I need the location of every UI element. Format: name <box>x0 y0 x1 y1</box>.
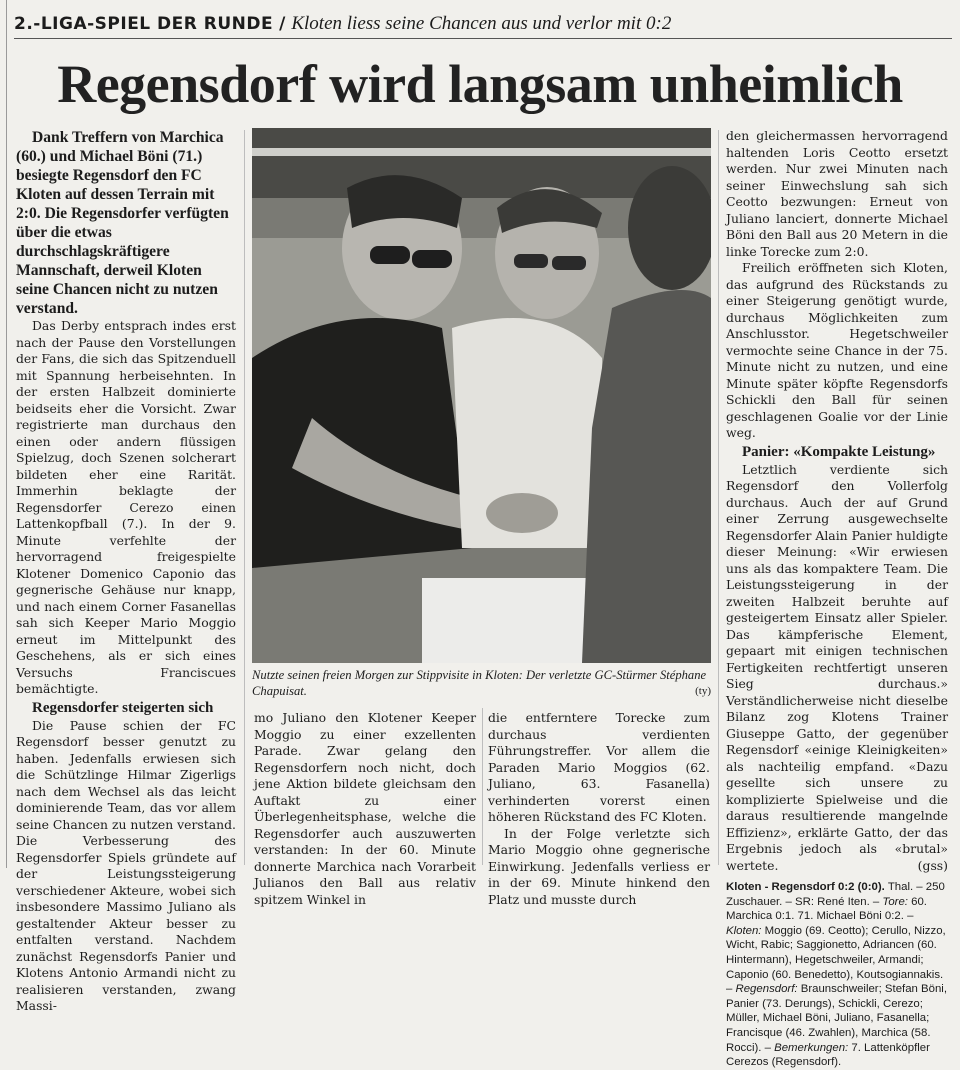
col3-paragraph-2: In der Folge verletzte sich Mario Moggio ohne gegnerische Einwirkung. Jedenfalls verliess er in der 69. Minute hinkend den Platz und musste durch <box>488 825 710 907</box>
photo-chapuisat <box>252 128 711 663</box>
stats-regensdorf: Braunschweiler; Stefan Böni, Panier (73. Derungs), Schickli, Cerezo; Müller, Michael Böni, Juliano, Fasanella; Francisque (46. Zwahlen), Marchica (58. Rocci). – <box>726 983 947 1054</box>
column-4 <box>726 128 948 1070</box>
match-stats <box>726 880 948 1070</box>
kicker-section: 2.-LIGA-SPIEL DER RUNDE <box>14 14 274 34</box>
stats-line1: Thal. – 250 Zuschauer. – SR: René Iten. – <box>726 881 945 908</box>
photo-illustration <box>252 128 711 663</box>
stats-kloten-label: Kloten: <box>726 924 762 937</box>
stats-heading: Kloten - Regensdorf 0:2 (0:0). <box>726 881 885 893</box>
col3-paragraph-1: die entferntere Torecke zum durchaus verdienten Führungstreffer. Vor allem die Paraden Mario Moggios (62. Juliano, 63. Fasanella) verhinderten vorerst einen höheren Rückstand des FC Kloten. <box>488 710 710 824</box>
caption-text: Nutzte seinen freien Morgen zur Stippvisite in Kloten: Der verletzte GC-Stürmer Stéphane Chapuisat. <box>252 668 707 698</box>
column-1 <box>16 128 236 1015</box>
page-edge-rule <box>6 0 7 868</box>
kicker <box>14 12 954 36</box>
col1-paragraph-1: Das Derby entsprach indes erst nach der Pause den Vorstellungen der Fans, die sich das Spitzenduell mit Spannung herbeisehnten. In der ersten Halbzeit dominierte beidseits eher die Vorsicht. Zwar registrierte man durchaus den einen oder andern flüssigen Spielzug, doch Szenen solcherart bildeten eher eine Rarität. Immerhin beklagte der Regensdorfer Cerezo einen Lattenkopfball (7.). In der 9. Minute verfehlte der hervorragend freigespielte Klotener Domenico Caponio das gegnerische Gehäuse nur knapp, und nach einem Corner Fasanellas sah sich Keeper Mario Moggio erneut im Mittelpunkt des Geschehens, als er sich eines Versuchs Franciscues bemächtigte. <box>16 318 236 696</box>
column-3 <box>488 710 710 908</box>
column-rule-2 <box>482 708 483 865</box>
col4-paragraph-3-text: Letztlich verdiente sich Regensdorf den Vollerfolg durchaus. Auch der auf Grund einer Zerrung ausgewechselte Regensdorfer Alain Panier huldigte dieser Meinung: «Wir erwiesen uns als das kompaktere Team. Die Leistungssteigerung in der zweiten Halbzeit beruhte auf gesteigertem Einsatz aller Spieler. Das kämpferische Element, gepaart mit einigen technischen Fertigkeiten rechtfertigt unseren Sieg durchaus.» Verständlicherweise nicht dieselbe Bilanz zog Klotens Trainer Giuseppe Gatto, der gegenüber Regensdorf «einige Kleinigkeiten» als nachteilig empfand. «Dazu gesellte sich unsere zu komplizierte Spielweise und die daraus resultierende mangelnde Effizienz», erklärte Gatto, der das Ergebnis jedoch als «brutal» wertete. <box>726 461 948 873</box>
kicker-separator: / <box>279 14 286 34</box>
col4-paragraph-2: Freilich eröffneten sich Kloten, das aufgrund des Rückstands zu einer Steigerung genötigt wurde, durchaus Möglichkeiten zum Anschlusstor. Hegetschweiler vermochte seine Chance in der 75. Minute nicht zu nutzen, und eine Minute später köpfte Regensdorfs Schickli den Ball für seinen geschlagenen Goalie vor der Linie weg. <box>726 260 948 440</box>
kicker-subtitle: Kloten liess seine Chancen aus und verlor mit 0:2 <box>291 13 672 34</box>
column-2 <box>254 710 476 908</box>
headline: Regensdorf wird langsam unheimlich <box>57 54 903 114</box>
stats-bemerkungen-label: Bemerkungen: <box>774 1041 849 1054</box>
stats-regensdorf-label: Regensdorf: <box>735 983 798 996</box>
col4-paragraph-3 <box>726 462 948 875</box>
column-rule-3 <box>718 130 719 865</box>
col2-paragraph-1: mo Juliano den Klotener Keeper Moggio zu einer exzellenten Parade. Zwar gelang den Regensdorfern noch nicht, doch jene Aktion bildete gleichsam den Auftakt zu einer Überlegenheitsphase, welche die Regensdorfer auch auszuwerten verstanden: In der 60. Minute donnerte Marchica nach Vorarbeit Julianos den Ball aus relativ spitzem Winkel in <box>254 710 476 907</box>
subhead-panier: Panier: «Kompakte Leistung» <box>742 443 936 460</box>
column-rule-1 <box>244 130 245 865</box>
stats-kloten: Moggio (69. Ceotto); Cerullo, Nizzo, Wicht, Rabic; Saggionetto, Adriancen (60. Hintermann), Hegetschweiler, Armandi; Caponio (60. Benedetto), Koutsogiannakis. – <box>726 924 946 996</box>
kicker-rule <box>14 38 952 39</box>
caption-credit: (ty) <box>695 685 711 697</box>
subhead-regensdorfer: Regensdorfer steigerten sich <box>32 699 214 716</box>
stats-tore-label: Tore: <box>882 895 908 908</box>
lead-paragraph: Dank Treffern von Marchica (60.) und Michael Böni (71.) besiegte Regensdorf den FC Kloten auf dessen Terrain mit 2:0. Die Regensdorfer verfügten über die etwas durchschlagskräftigere Mannschaft, derweil Kloten seine Chancen nicht zu nutzen verstand. <box>16 129 229 317</box>
col4-paragraph-1: den gleichermassen hervorragend haltenden Loris Ceotto ersetzt werden. Nur zwei Minuten nach seiner Einwechslung sah sich Ceotto bezwungen: Erneut von Juliano lanciert, donnerte Michael Böni den Ball aus 20 Metern in die linke Torecke zum 2:0. <box>726 128 948 259</box>
photo-caption <box>252 667 711 699</box>
stats-bemerkungen: 7. Lattenköpfler Cerezos (Regensdorf). <box>726 1041 930 1069</box>
author-initials: (gss) <box>917 857 948 873</box>
stats-tore: 60. Marchica 0:1. 71. Michael Böni 0:2. – <box>726 895 927 923</box>
col1-paragraph-2: Die Pause schien der FC Regensdorf besser genutzt zu haben. Jedenfalls erwiesen sich die Schützlinge Hilmar Zigerligs nach dem Wechsel als das leicht dominierende Team, das vor allem seine Chancen zu nutzen verstand. Die Verbesserung des Regensdorfer Spiels gründete auf der Leistungssteigerung verschiedener Akteure, wobei sich insbesondere Massimo Juliano als gestaltender Akteur besser zu entfalten verstand. Nachdem zunächst Regensdorfs Panier und Klotens Antonio Armandi nicht zu realisieren verstanden, zwang Massi- <box>16 717 236 1013</box>
